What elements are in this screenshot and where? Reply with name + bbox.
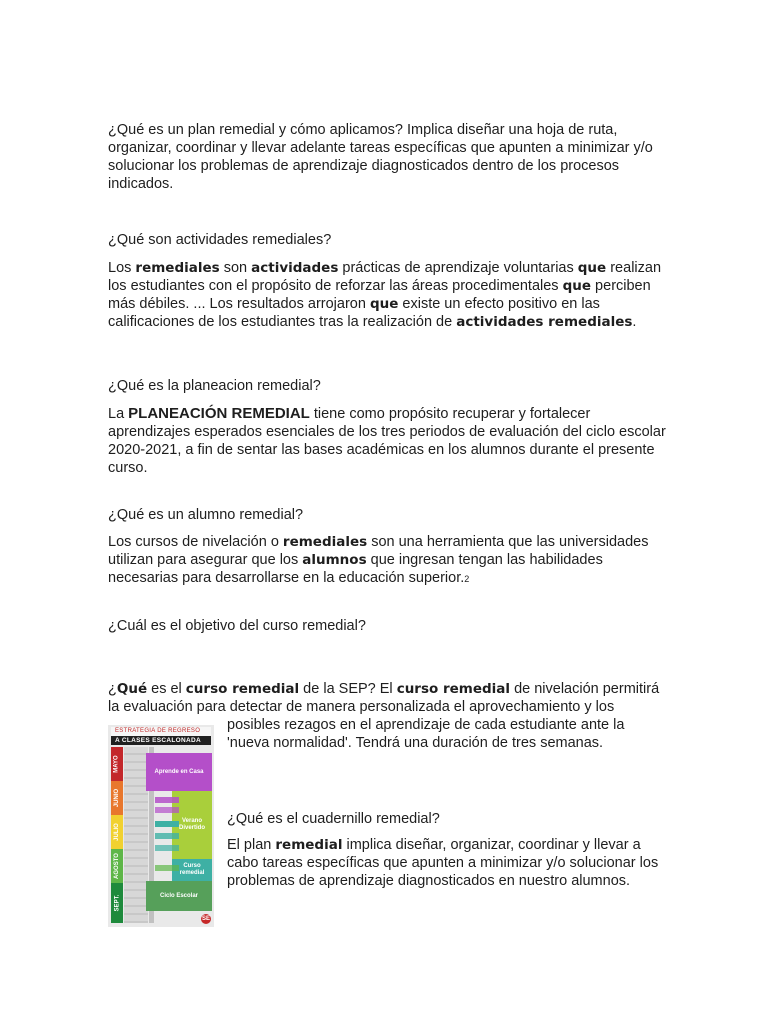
poster-month-junio: JUNIO	[111, 781, 123, 815]
poster-mini-bar	[155, 797, 179, 803]
poster-month-agosto: AGOSTO	[111, 849, 123, 883]
poster-mini-bar	[155, 807, 179, 813]
poster-title-2: A CLASES ESCALONADA	[111, 736, 211, 745]
answer-cuadernillo-remedial: El plan remedial implica diseñar, organizar, coordinar y llevar a cabo tareas específicas que apunten a minimizar y/o solucionar los problemas de aprendizaje diagnosticados en nuestro alumnos.	[227, 837, 659, 889]
question-alumno-remedial: ¿Qué es un alumno remedial?	[108, 507, 304, 523]
question-objetivo-curso: ¿Cuál es el objetivo del curso remedial?	[108, 618, 366, 634]
answer-actividades-remediales: Los remediales son actividades prácticas de aprendizaje voluntarias que realizan los estudiantes con el propósito de reforzar las áreas procedimentales que perciben más débiles. ... Los resultados arrojaron que existe un efecto positivo en las calificaciones de los estudiantes tras la realización de actividades remediales.	[108, 260, 662, 330]
poster-month-sept: SEPT.	[111, 883, 123, 923]
poster-mini-bar	[155, 865, 179, 871]
question-cuadernillo-remedial: ¿Qué es el cuadernillo remedial?	[227, 811, 440, 827]
answer-alumno-remedial: Los cursos de nivelación o remediales son una herramienta que las universidades utilizan para asegurar que los alumnos que ingresan tengan las habilidades necesarias para desarrollarse en la educación superior.2	[108, 534, 649, 586]
poster-block-ciclo-escolar: Ciclo Escolar	[146, 881, 212, 911]
poster-logo-icon: SE	[201, 916, 210, 922]
poster-month-mayo: MAYO	[111, 747, 123, 781]
poster-block-curso-remedial: Curso remedial	[172, 859, 212, 881]
poster-mini-bar	[155, 845, 179, 851]
question-actividades-remediales: ¿Qué son actividades remediales?	[108, 232, 332, 248]
poster-day-grid	[124, 747, 148, 923]
poster-month-julio: JULIO	[111, 815, 123, 849]
poster-mini-bar	[155, 821, 179, 827]
footnote-ref: 2	[464, 574, 470, 584]
paragraph-plan-remedial: ¿Qué es un plan remedial y cómo aplicamos? Implica diseñar una hoja de ruta, organizar, coordinar y llevar adelante tareas específicas que apunten a minimizar y/o solucionar los problemas de aprendizaje diagnosticados dentro de los procesos indicados.	[108, 122, 653, 192]
poster-block-verano-divertido: Verano Divertido	[172, 791, 212, 859]
answer-curso-remedial-continued: posibles rezagos en el aprendizaje de cada estudiante ante la 'nueva normalidad'. Tendrá una duración de tres semanas.	[227, 717, 625, 751]
poster-title-1: ESTRATEGIA DE REGRESO	[111, 727, 211, 736]
poster-block-aprende-en-casa: Aprende en Casa	[146, 753, 212, 791]
question-planeacion-remedial: ¿Qué es la planeacion remedial?	[108, 378, 321, 394]
poster-mini-bar	[155, 833, 179, 839]
strategy-poster-image	[108, 725, 214, 927]
answer-curso-remedial-sep: ¿Qué es el curso remedial de la SEP? El curso remedial de nivelación permitirá la evaluación para detectar de manera personalizada el aprovechamiento y los	[108, 681, 660, 715]
answer-planeacion-remedial: La PLANEACIÓN REMEDIAL tiene como propósito recuperar y fortalecer aprendizajes esperados esenciales de los tres periodos de evaluación del ciclo escolar 2020-2021, a fin de sentar las bases académicas en los alumnos durante el presente curso.	[108, 405, 666, 476]
